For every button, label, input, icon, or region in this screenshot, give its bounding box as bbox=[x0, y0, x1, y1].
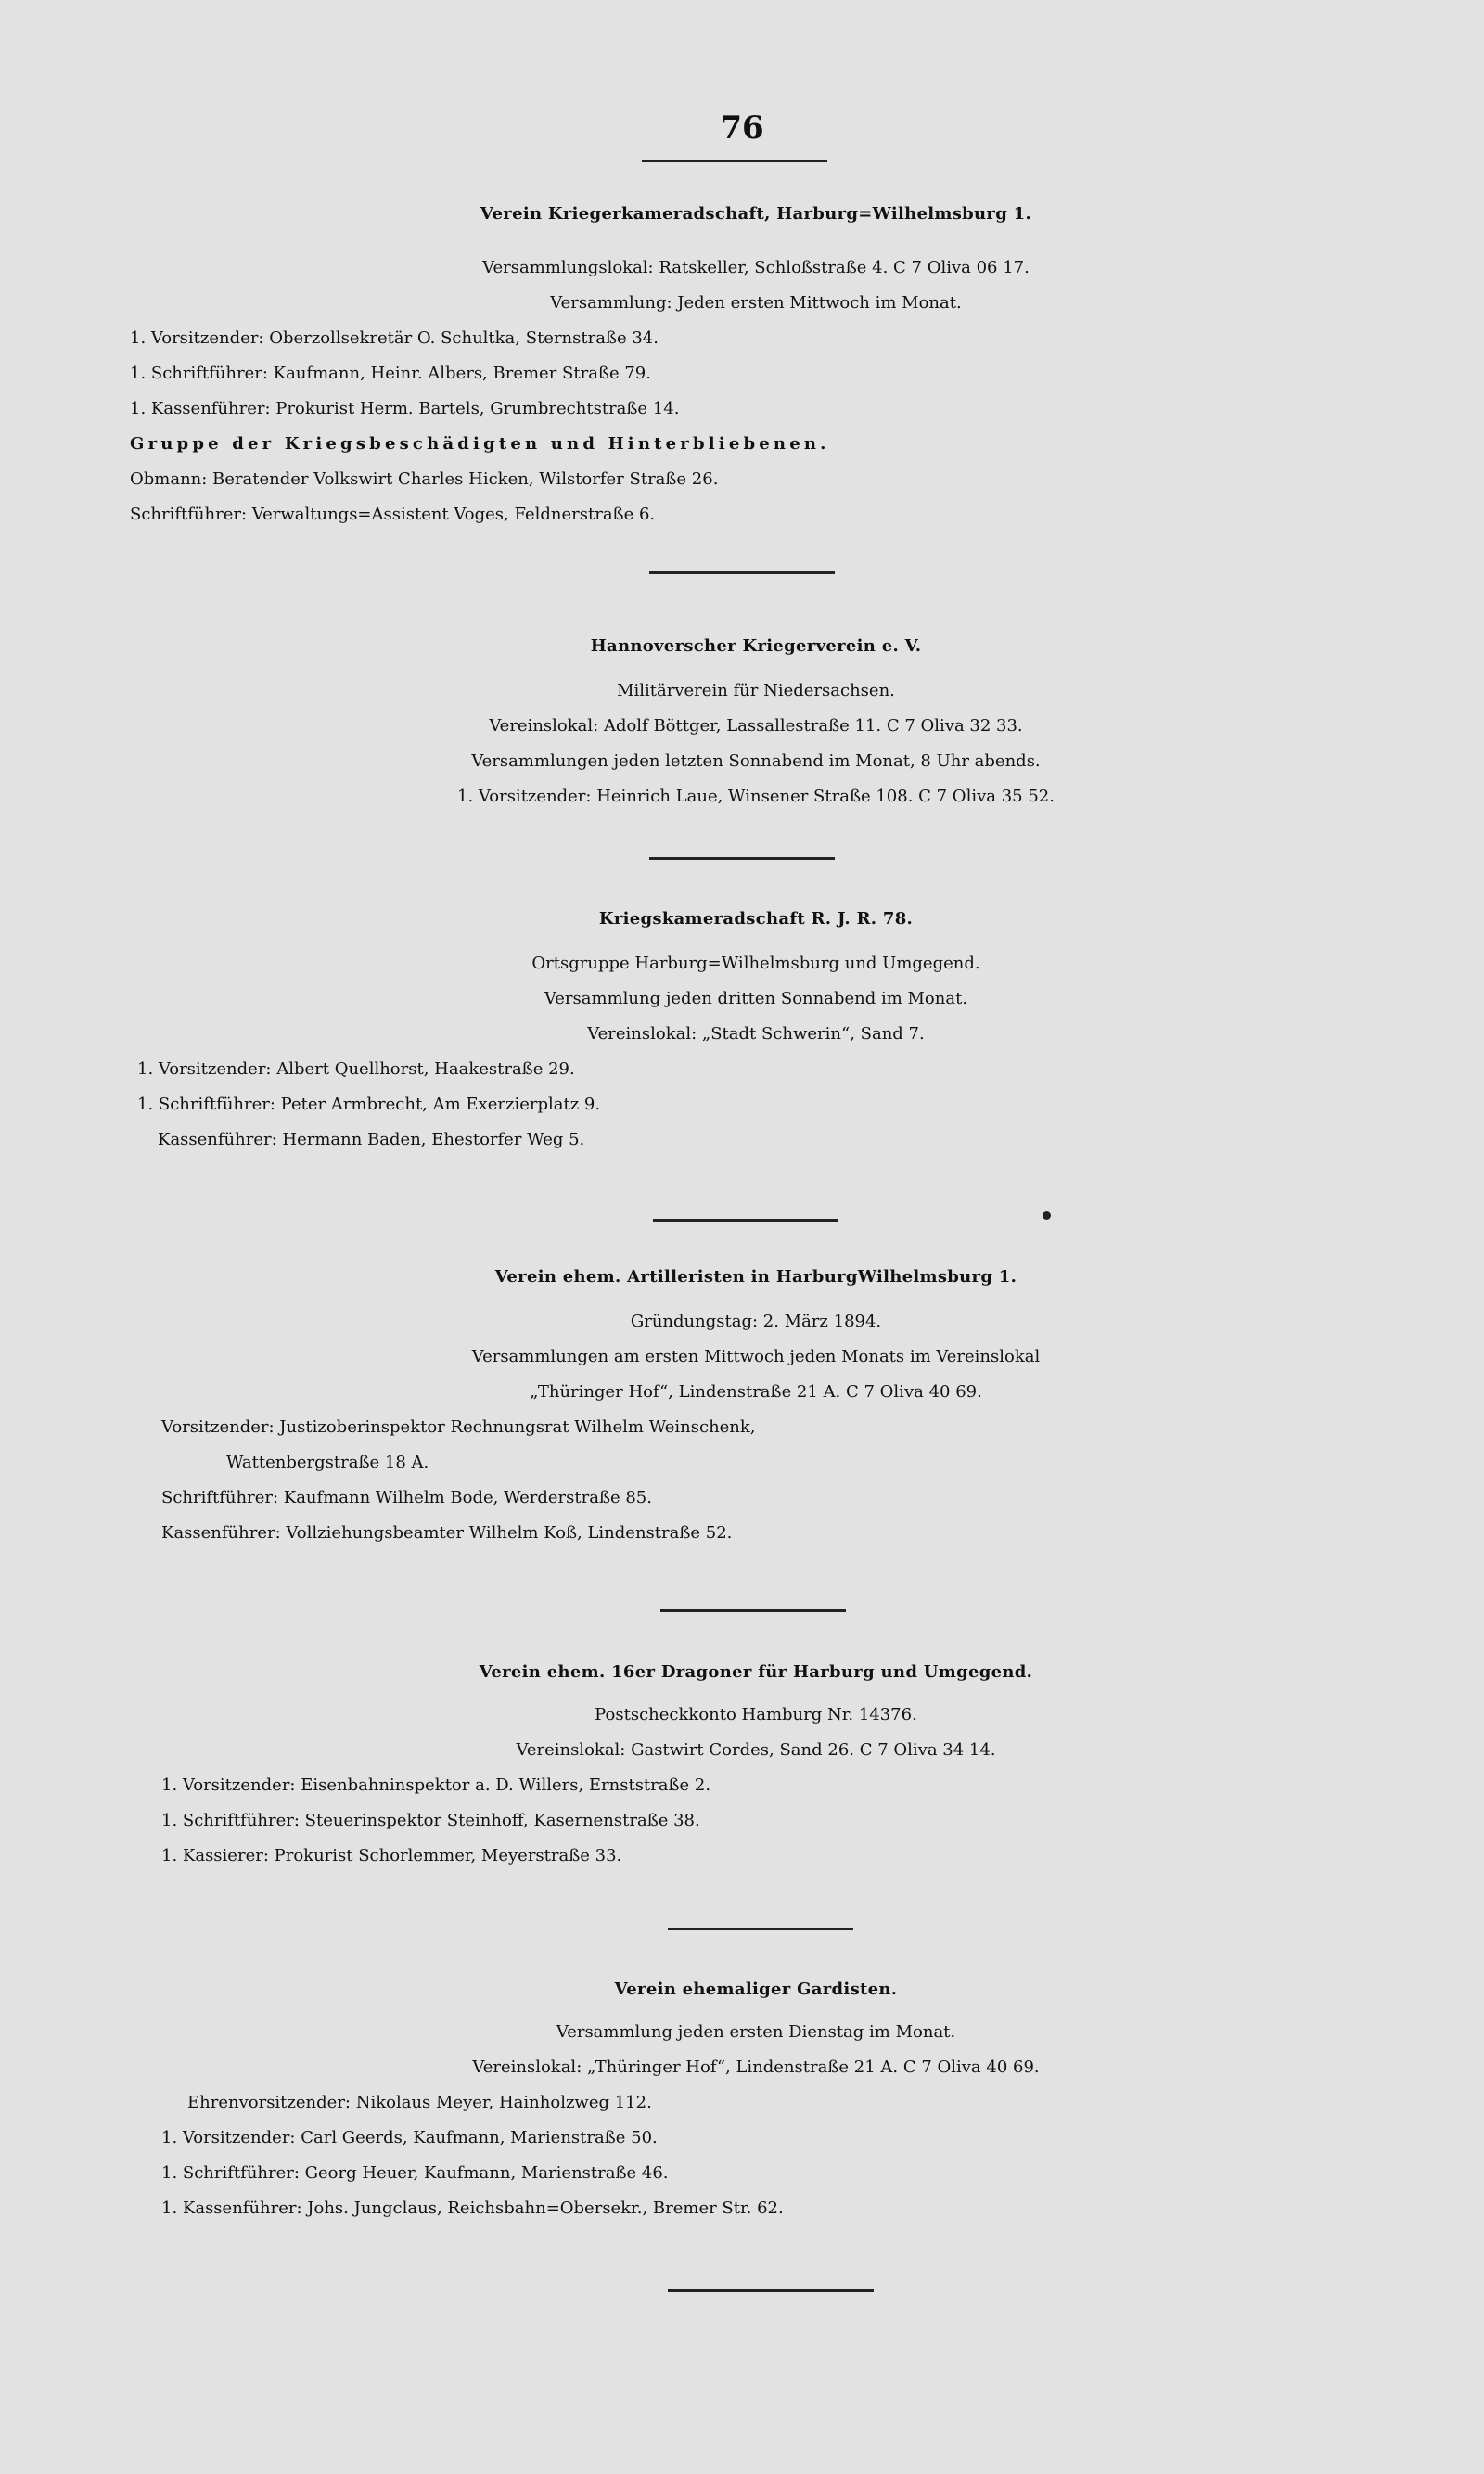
page-number: 76 bbox=[720, 109, 764, 147]
group-leader: Obmann: Beratender Volkswirt Charles Hicken, Wilstorfer Straße 26. bbox=[130, 469, 719, 489]
section-hannoverscher-kriegerverein bbox=[130, 627, 1382, 814]
section-divider bbox=[649, 571, 835, 574]
secretary: 1. Schriftführer: Georg Heuer, Kaufmann, Marienstraße 46. bbox=[161, 2163, 669, 2183]
meeting-place: Vereinslokal: „Thüringer Hof“, Lindenstraße 21 A. C 7 Oliva 40 69. bbox=[472, 2057, 1040, 2077]
section-gardisten bbox=[130, 1970, 1382, 2226]
meeting-schedule: Versammlungen jeden letzten Sonnabend im Monat, 8 Uhr abends. bbox=[471, 751, 1041, 771]
section-title: Kriegskameradschaft R. J. R. 78. bbox=[598, 909, 914, 929]
honorary-chairman: Ehrenvorsitzender: Nikolaus Meyer, Hainholzweg 112. bbox=[187, 2093, 652, 2112]
section-16er-dragoner bbox=[130, 1653, 1382, 1874]
meeting-place: Versammlungslokal: Ratskeller, Schloßstraße 4. C 7 Oliva 06 17. bbox=[482, 258, 1030, 277]
treasurer: Kassenführer: Hermann Baden, Ehestorfer Weg 5. bbox=[158, 1130, 585, 1149]
section-title: Verein ehemaliger Gardisten. bbox=[614, 1980, 898, 1999]
chairman: 1. Vorsitzender: Carl Geerds, Kaufmann, Marienstraße 50. bbox=[161, 2128, 658, 2147]
treasurer: 1. Kassenführer: Johs. Jungclaus, Reichsbahn=Obersekr., Bremer Str. 62. bbox=[161, 2198, 784, 2218]
chairman: 1. Vorsitzender: Albert Quellhorst, Haakestraße 29. bbox=[137, 1059, 575, 1079]
section-divider bbox=[660, 1609, 846, 1612]
section-title: Verein ehem. 16er Dragoner für Harburg und Umgegend. bbox=[479, 1662, 1033, 1682]
section-title: Hannoverscher Kriegerverein e. V. bbox=[590, 636, 922, 656]
chairman: 1. Vorsitzender: Eisenbahninspektor a. D. Willers, Ernststraße 2. bbox=[161, 1775, 711, 1795]
section-divider bbox=[668, 2289, 874, 2292]
meeting-schedule: Versammlung jeden dritten Sonnabend im Monat. bbox=[544, 989, 968, 1008]
meeting-place: Vereinslokal: Gastwirt Cordes, Sand 26. C 7 Oliva 34 14. bbox=[516, 1740, 996, 1760]
secretary: 1. Schriftführer: Peter Armbrecht, Am Exerzierplatz 9. bbox=[137, 1095, 601, 1114]
subtitle: Ortsgruppe Harburg=Wilhelmsburg und Umgegend. bbox=[531, 954, 980, 973]
page-number-rule bbox=[642, 160, 827, 162]
section-divider bbox=[653, 1219, 838, 1222]
section-kriegskameradschaft-rjr78 bbox=[130, 900, 1382, 1158]
section-kriegerkameradschaft bbox=[130, 195, 1382, 532]
chairman-address: Wattenbergstraße 18 A. bbox=[226, 1453, 429, 1472]
treasurer: 1. Kassenführer: Prokurist Herm. Bartels, Grumbrechtstraße 14. bbox=[130, 399, 680, 418]
subtitle: Militärverein für Niedersachsen. bbox=[617, 681, 895, 700]
chairman: 1. Vorsitzender: Oberzollsekretär O. Schultka, Sternstraße 34. bbox=[130, 328, 659, 348]
section-title: Verein ehem. Artilleristen in HarburgWilhelmsburg 1. bbox=[494, 1267, 1017, 1287]
secretary: Schriftführer: Kaufmann Wilhelm Bode, Werderstraße 85. bbox=[161, 1488, 652, 1507]
postal-account: Postscheckkonto Hamburg Nr. 14376. bbox=[595, 1705, 917, 1724]
section-artilleristen bbox=[130, 1258, 1382, 1551]
meeting-place: „Thüringer Hof“, Lindenstraße 21 A. C 7 Oliva 40 69. bbox=[530, 1382, 982, 1402]
treasurer: Kassenführer: Vollziehungsbeamter Wilhelm Koß, Lindenstraße 52. bbox=[161, 1523, 733, 1543]
treasurer: 1. Kassierer: Prokurist Schorlemmer, Meyerstraße 33. bbox=[161, 1846, 622, 1865]
secretary: 1. Schriftführer: Kaufmann, Heinr. Albers, Bremer Straße 79. bbox=[130, 364, 651, 383]
section-divider bbox=[668, 1928, 853, 1930]
meeting-place: Vereinslokal: Adolf Böttger, Lassallestraße 11. C 7 Oliva 32 33. bbox=[489, 716, 1023, 736]
meeting-schedule: Versammlung: Jeden ersten Mittwoch im Monat. bbox=[550, 293, 962, 313]
section-divider bbox=[649, 857, 835, 860]
group-heading: Gruppe der Kriegsbeschädigten und Hinterbliebenen. bbox=[130, 434, 830, 454]
chairman: 1. Vorsitzender: Heinrich Laue, Winsener Straße 108. C 7 Oliva 35 52. bbox=[457, 787, 1055, 806]
chairman: Vorsitzender: Justizoberinspektor Rechnungsrat Wilhelm Weinschenk, bbox=[161, 1417, 756, 1437]
secretary: 1. Schriftführer: Steuerinspektor Steinhoff, Kasernenstraße 38. bbox=[161, 1811, 700, 1830]
meeting-schedule: Versammlung jeden ersten Dienstag im Monat. bbox=[556, 2022, 956, 2042]
group-secretary: Schriftführer: Verwaltungs=Assistent Voges, Feldnerstraße 6. bbox=[130, 505, 656, 524]
ink-speck bbox=[1043, 1211, 1051, 1220]
meeting-schedule: Versammlungen am ersten Mittwoch jeden Monats im Vereinslokal bbox=[471, 1347, 1041, 1366]
founding-date: Gründungstag: 2. März 1894. bbox=[630, 1312, 882, 1331]
section-title: Verein Kriegerkameradschaft, Harburg=Wilhelmsburg 1. bbox=[480, 204, 1032, 224]
meeting-place: Vereinslokal: „Stadt Schwerin“, Sand 7. bbox=[587, 1024, 925, 1044]
